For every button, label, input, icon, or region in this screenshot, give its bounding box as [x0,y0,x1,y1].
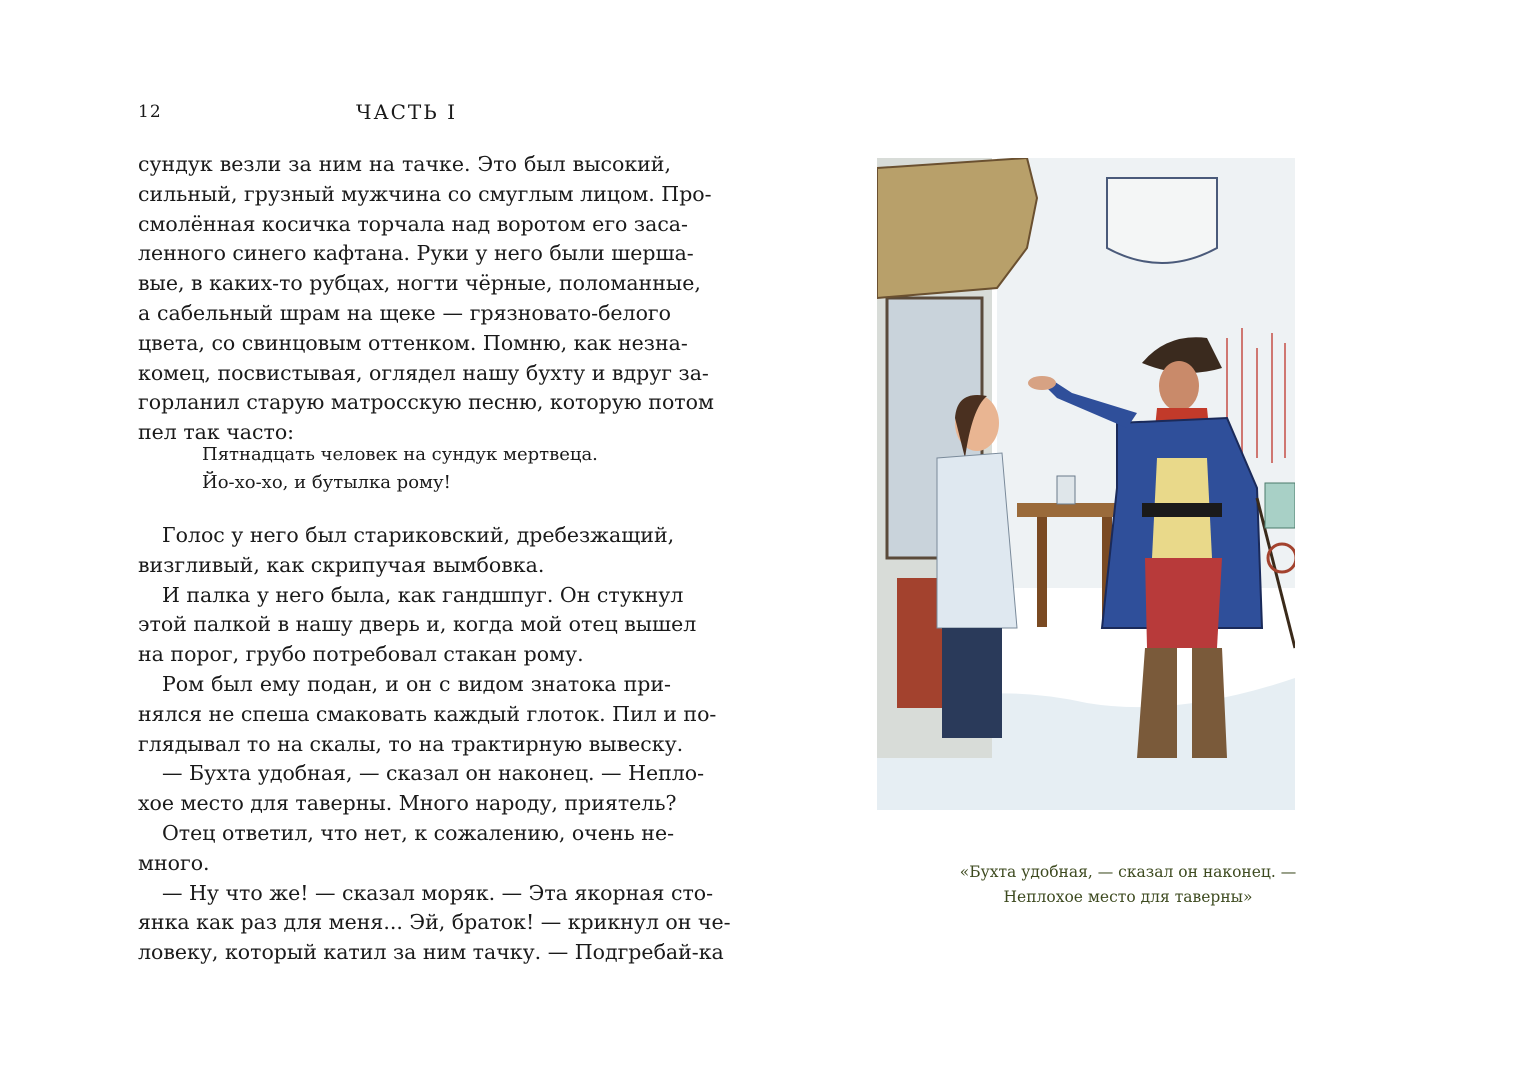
text-line: этой палкой в нашу дверь и, когда мой отец вышел [138,612,697,637]
text-line: Ром был ему подан, и он с видом знатока при- [162,671,671,696]
verse-line: Пятнадцать человек на сундук мертвеца. [202,444,598,465]
verse-line: Йо-хо-хо, и бутылка рому! [202,472,451,493]
part-title: ЧАСТЬ I [356,100,457,124]
page-number: 12 [138,102,162,122]
caption-line: «Бухта удобная, — сказал он наконец. — [959,863,1297,881]
pirate-hand [1028,376,1056,390]
text-line: пел так часто: [138,420,295,445]
boy-legs [942,628,1002,738]
illustration-caption [918,860,1338,910]
running-head [138,100,671,128]
text-line: цвета, со свинцовым оттенком. Помню, как незна- [138,330,688,355]
pirate-trousers [1145,558,1222,648]
right-page [760,0,1527,1080]
text-line: сундук везли за ним на тачке. Это был высокий, [138,152,671,176]
text-line: комец, посвистывая, оглядел нашу бухту и вдруг за- [138,360,709,385]
verse-quote [202,441,598,497]
text-line: И палка у него была, как гандшпуг. Он стукнул [162,582,684,607]
chest [1265,483,1295,528]
table-top [1017,503,1127,517]
text-line: сильный, грузный мужчина со смуглым лицом. Про- [138,181,712,206]
text-line: янка как раз для меня... Эй, браток! — крикнул он че- [138,910,731,935]
text-line: горланил старую матросскую песню, которую потом [138,390,714,415]
text-line: вые, в каких-то рубцах, ногти чёрные, поломанные, [138,271,701,296]
text-line: визгливый, как скрипучая вымбовка. [138,552,545,577]
caption-line: Неплохое место для таверны» [1003,888,1253,906]
pirate-head [1159,361,1199,411]
rum-glass [1057,476,1075,504]
pirate-at-inn-illustration-icon [877,158,1295,810]
table-leg [1037,517,1047,627]
text-line: а сабельный шрам на щеке — грязновато-белого [138,300,671,325]
text-line: нялся не спеша смаковать каждый глоток. Пил и по- [138,701,717,726]
left-page [0,0,760,1080]
text-line: ловеку, который катил за ним тачку. — Подгребай-ка [138,940,724,965]
text-line: ленного синего кафтана. Руки у него были шерша- [138,241,694,266]
text-line: много. [138,850,210,875]
text-line: Голос у него был стариковский, дребезжащий, [162,523,675,547]
paragraph-1 [138,150,714,448]
text-line: глядывал то на скалы, то на трактирную вывеску. [138,731,684,756]
pirate-belt [1142,503,1222,517]
text-line: на порог, грубо потребовал стакан рому. [138,642,584,667]
text-line: смолённая косичка торчала над воротом его заса- [138,211,688,236]
paragraph-2 [138,521,731,968]
text-line: — Ну что же! — сказал моряк. — Эта якорная сто- [162,880,714,905]
text-line: хое место для таверны. Много народу, приятель? [138,791,677,816]
text-line: — Бухта удобная, — сказал он наконец. — Непло- [162,761,705,786]
inn-sign [1107,178,1217,263]
text-line: Отец ответил, что нет, к сожалению, очень не- [162,820,674,845]
